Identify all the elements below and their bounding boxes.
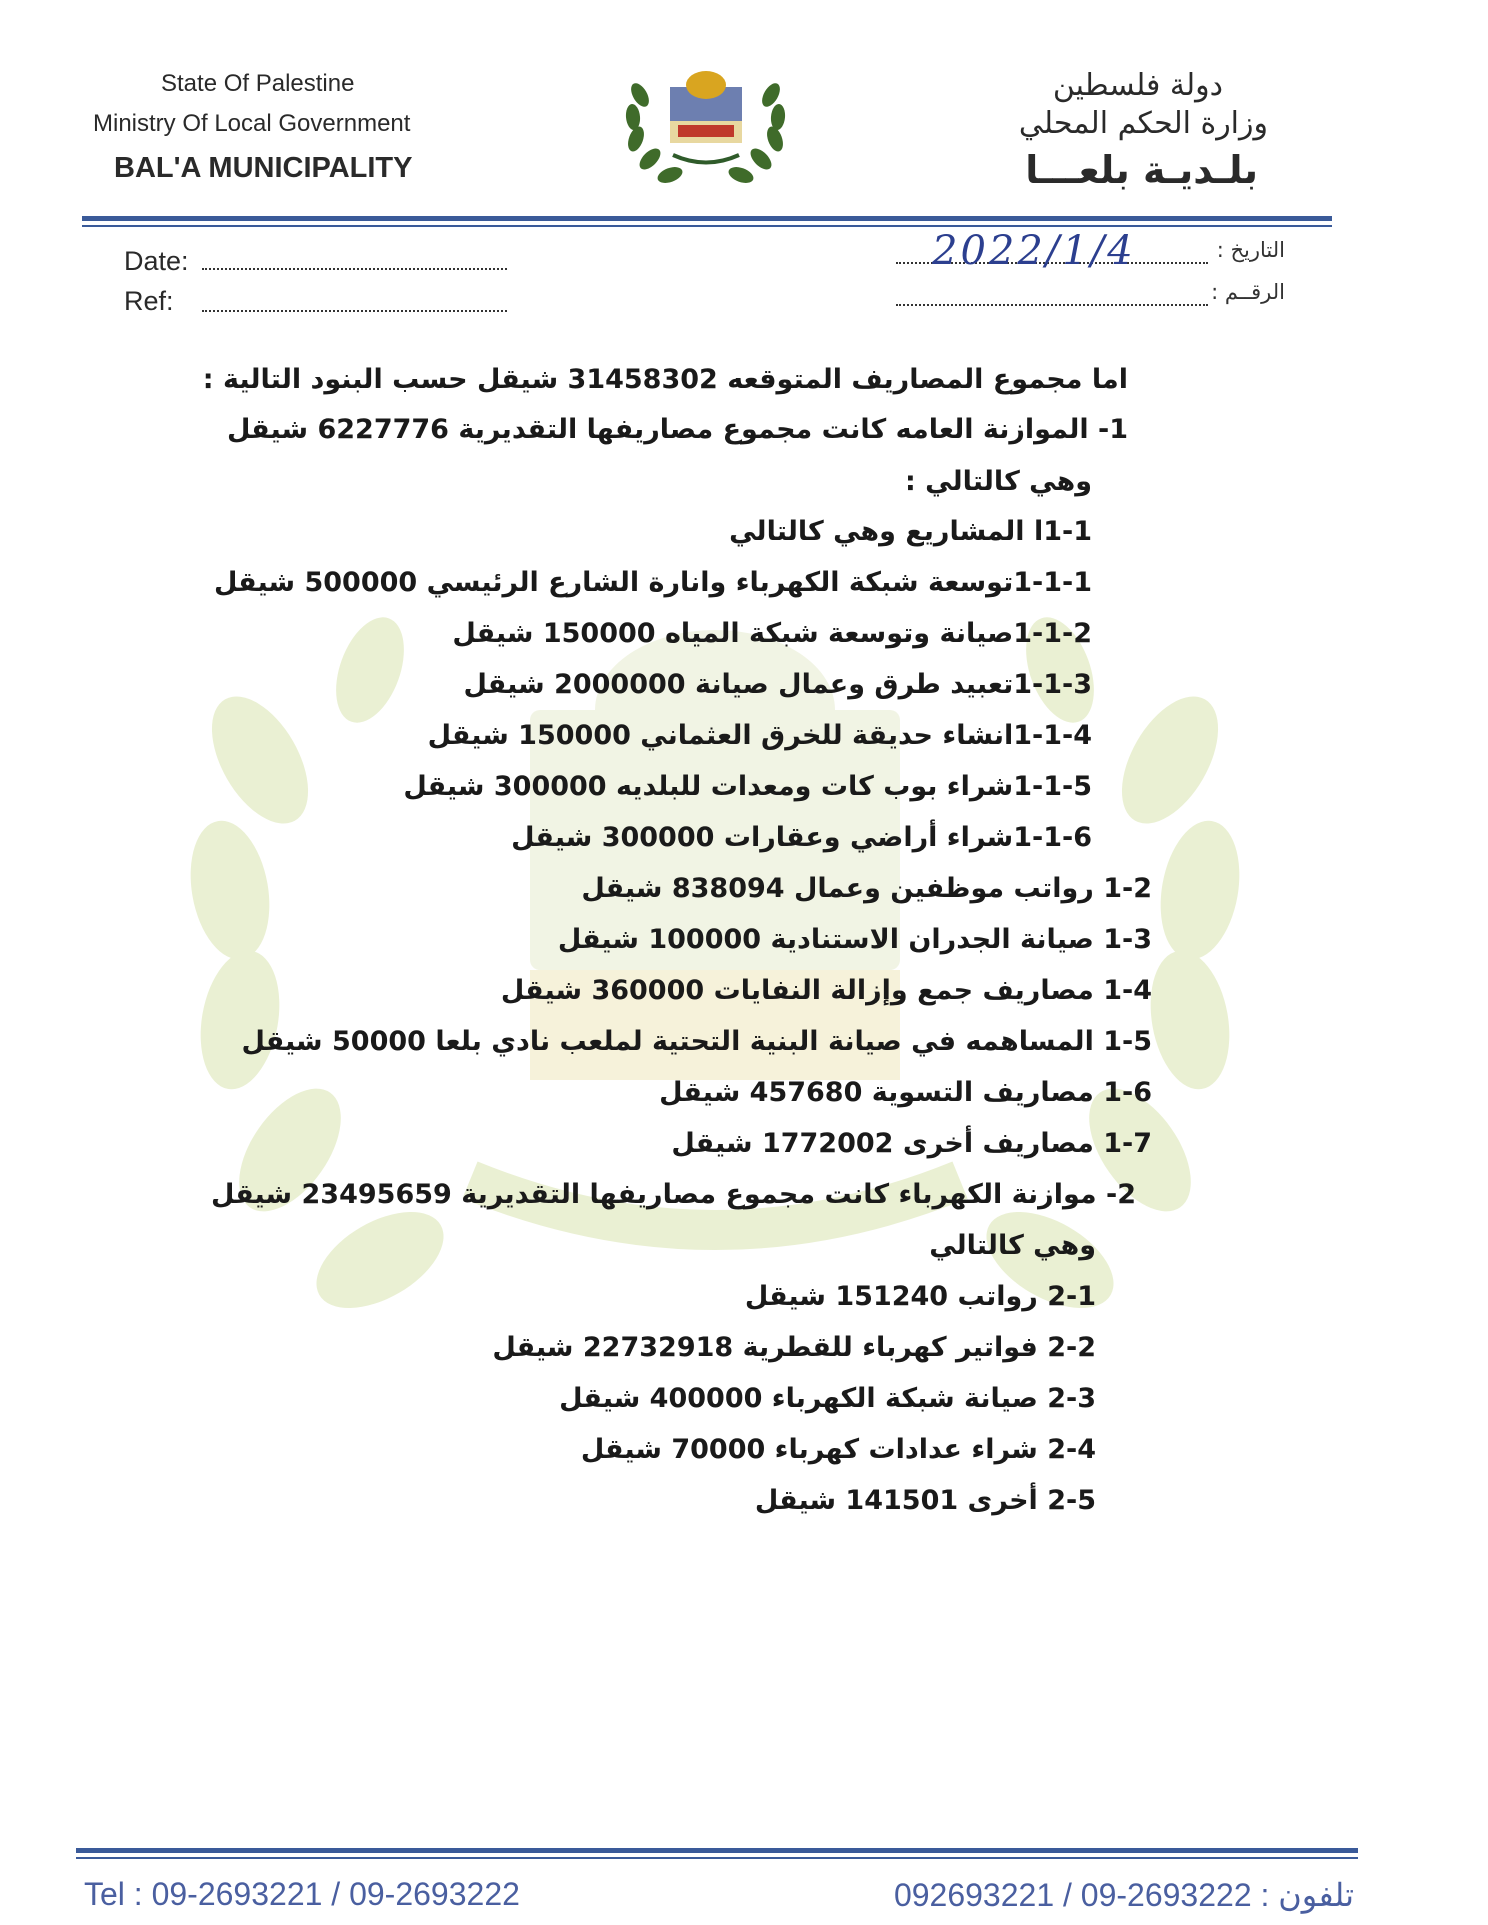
section2-item: 2-5 أخرى 141501 شيقل xyxy=(754,1485,1096,1516)
ref-label-ar: الرقــم : xyxy=(1211,280,1285,304)
footer-rule-thin xyxy=(76,1857,1358,1859)
ref-field-ar xyxy=(896,304,1208,306)
header-state-ar: دولة فلسطين xyxy=(1052,68,1223,103)
project-item: 1-1-5شراء بوب كات ومعدات للبلديه 300000 شيقل xyxy=(403,771,1092,802)
section2-item: 2-3 صيانة شبكة الكهرباء 400000 شيقل xyxy=(559,1383,1096,1414)
header-municipality-ar: بلـديـة بلعـــا xyxy=(1025,148,1258,192)
date-field-en xyxy=(202,268,507,270)
section1-item: 1-2 رواتب موظفين وعمال 838094 شيقل xyxy=(581,873,1152,904)
header-rule-thin xyxy=(82,225,1332,227)
project-item: 1-1-6شراء أراضي وعقارات 300000 شيقل xyxy=(511,822,1092,853)
project-item: 1-1-2صيانة وتوسعة شبكة المياه 150000 شيقل xyxy=(452,618,1092,649)
footer-tel-ar: 092693221 / 09-2693222 : تلفون xyxy=(893,1877,1354,1913)
footer-rule xyxy=(76,1848,1358,1853)
header-rule xyxy=(82,216,1332,221)
section2-item: 2-2 فواتير كهرباء للقطرية 22732918 شيقل xyxy=(492,1332,1096,1363)
section2-item: 2-4 شراء عدادات كهرباء 70000 شيقل xyxy=(580,1434,1096,1465)
section1-item: 1-4 مصاريف جمع وإزالة النفايات 360000 شيقل xyxy=(500,975,1152,1006)
section2-item: 2-1 رواتب 151240 شيقل xyxy=(744,1281,1096,1312)
ref-field-en xyxy=(202,310,507,312)
section1-title: 1- الموازنة العامه كانت مجموع مصاريفها التقديرية 6227776 شيقل xyxy=(226,414,1128,445)
intro-line: اما مجموع المصاريف المتوقعه 31458302 شيقل حسب البنود التالية : xyxy=(202,364,1128,395)
project-item: 1-1-4انشاء حديقة للخرق العثماني 150000 شيقل xyxy=(427,720,1092,751)
ref-label-en: Ref: xyxy=(124,286,174,316)
project-item: 1-1-1توسعة شبكة الكهرباء وانارة الشارع الرئيسي 500000 شيقل xyxy=(213,567,1092,598)
municipality-emblem-icon xyxy=(618,55,793,195)
section1-item: 1-6 مصاريف التسوية 457680 شيقل xyxy=(659,1077,1152,1108)
section1-item: 1-7 مصاريف أخرى 1772002 شيقل xyxy=(671,1128,1152,1159)
section1-item: 1-3 صيانة الجدران الاستنادية 100000 شيقل xyxy=(557,924,1152,955)
section2-title: 2- موازنة الكهرباء كانت مجموع مصاريفها التقديرية 23495659 شيقل xyxy=(211,1179,1136,1210)
handwritten-date: 2022/1/4 xyxy=(932,228,1136,274)
section1-item: 1-5 المساهمه في صيانة البنية التحتية لملعب نادي بلعا 50000 شيقل xyxy=(241,1026,1152,1057)
header-ministry-ar: وزارة الحكم المحلي xyxy=(1018,106,1268,141)
section1-subtitle: وهي كالتالي : xyxy=(904,466,1092,497)
header-municipality-en: BAL'A MUNICIPALITY xyxy=(114,152,413,184)
header-ministry-en: Ministry Of Local Government xyxy=(93,110,411,137)
section2-subtitle: وهي كالتالي xyxy=(929,1230,1096,1261)
header-state-en: State Of Palestine xyxy=(161,70,355,97)
projects-heading: 1-1ا المشاريع وهي كالتالي xyxy=(729,516,1092,547)
footer-tel-en: Tel : 09-2693221 / 09-2693222 xyxy=(84,1876,520,1912)
date-label-ar: التاريخ : xyxy=(1216,238,1285,262)
date-label-en: Date: xyxy=(124,246,189,276)
project-item: 1-1-3تعبيد طرق وعمال صيانة 2000000 شيقل xyxy=(463,669,1092,700)
